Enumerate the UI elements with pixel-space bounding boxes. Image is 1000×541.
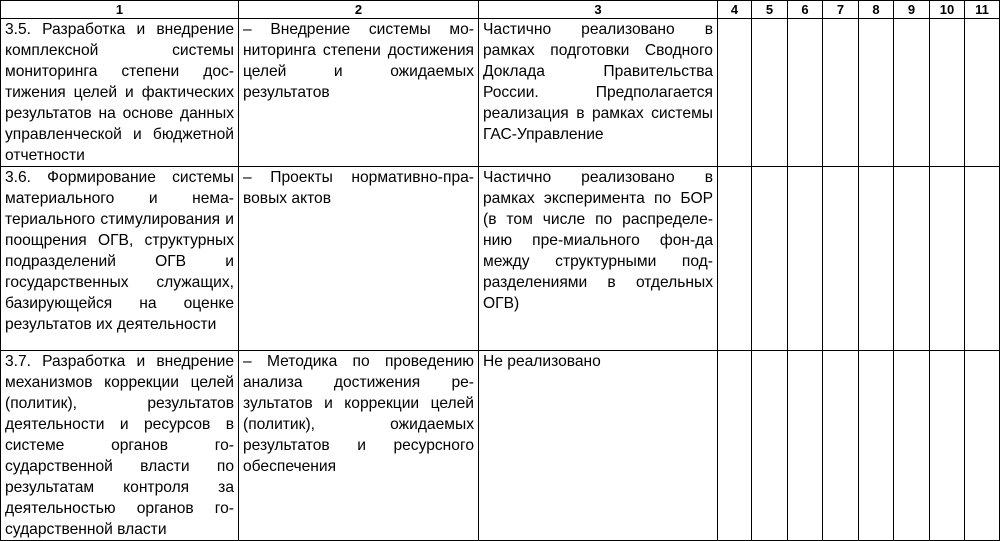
- measure-cell: 3.7. Разработка и внедрение механизмов коррекции целей (политик), результатов деятельности и ресурсов в системе органов государственной власти по результатам контроля за деятельностью органов государственной власти: [1, 351, 239, 541]
- empty-cell: [823, 167, 859, 351]
- empty-cell: [823, 351, 859, 541]
- empty-cell: [930, 19, 965, 167]
- empty-cell: [788, 19, 823, 167]
- empty-cell: [752, 19, 788, 167]
- table-row: [1, 167, 1000, 351]
- empty-cell: [718, 167, 752, 351]
- measure-cell: 3.6. Формирование системы материального и нематериального стимулирования и поощрения ОГВ, структурных подразделений ОГВ и государственных служащих, базирующейся на оценке результатов их деятельности: [1, 167, 239, 351]
- header-row: [1, 1, 1000, 19]
- column-header-10: 10: [930, 1, 965, 19]
- empty-cell: [788, 167, 823, 351]
- status-cell: Частично реализовано в рамках эксперимента по БОР (в том числе по распределению пре-миального фон-да между структурными подразделениями в отдельных ОГВ): [479, 167, 718, 351]
- empty-cell: [823, 19, 859, 167]
- column-header-1: 1: [1, 1, 239, 19]
- empty-cell: [894, 167, 930, 351]
- empty-cell: [965, 351, 1000, 541]
- empty-cell: [859, 351, 894, 541]
- status-cell: Не реализовано: [479, 351, 718, 541]
- empty-cell: [965, 167, 1000, 351]
- column-header-7: 7: [823, 1, 859, 19]
- empty-cell: [894, 351, 930, 541]
- empty-cell: [752, 351, 788, 541]
- empty-cell: [894, 19, 930, 167]
- column-header-2: 2: [239, 1, 479, 19]
- result-cell: – Внедрение системы мониторинга степени достижения целей и ожидаемых результатов: [239, 19, 479, 167]
- column-header-3: 3: [479, 1, 718, 19]
- status-cell: Частично реализовано в рамках подготовки Сводного Доклада Правительства России. Предполагается реализация в рамках системы ГАС-Управление: [479, 19, 718, 167]
- empty-cell: [718, 351, 752, 541]
- empty-cell: [930, 351, 965, 541]
- column-header-8: 8: [859, 1, 894, 19]
- result-cell: – Методика по проведению анализа достижения результатов и коррекции целей (политик), ожидаемых результатов и ресурсного обеспечения: [239, 351, 479, 541]
- empty-cell: [930, 167, 965, 351]
- table-row: [1, 351, 1000, 541]
- result-cell: – Проекты нормативно-правовых актов: [239, 167, 479, 351]
- column-header-11: 11: [965, 1, 1000, 19]
- column-header-4: 4: [718, 1, 752, 19]
- empty-cell: [752, 167, 788, 351]
- empty-cell: [859, 19, 894, 167]
- empty-cell: [788, 351, 823, 541]
- column-header-6: 6: [788, 1, 823, 19]
- column-header-5: 5: [752, 1, 788, 19]
- measure-cell: 3.5. Разработка и внедрение комплексной системы мониторинга степени достижения целей и фактических результатов на основе данных управленческой и бюджетной отчетности: [1, 19, 239, 167]
- table-row: [1, 19, 1000, 167]
- column-header-9: 9: [894, 1, 930, 19]
- empty-cell: [718, 19, 752, 167]
- empty-cell: [859, 167, 894, 351]
- empty-cell: [965, 19, 1000, 167]
